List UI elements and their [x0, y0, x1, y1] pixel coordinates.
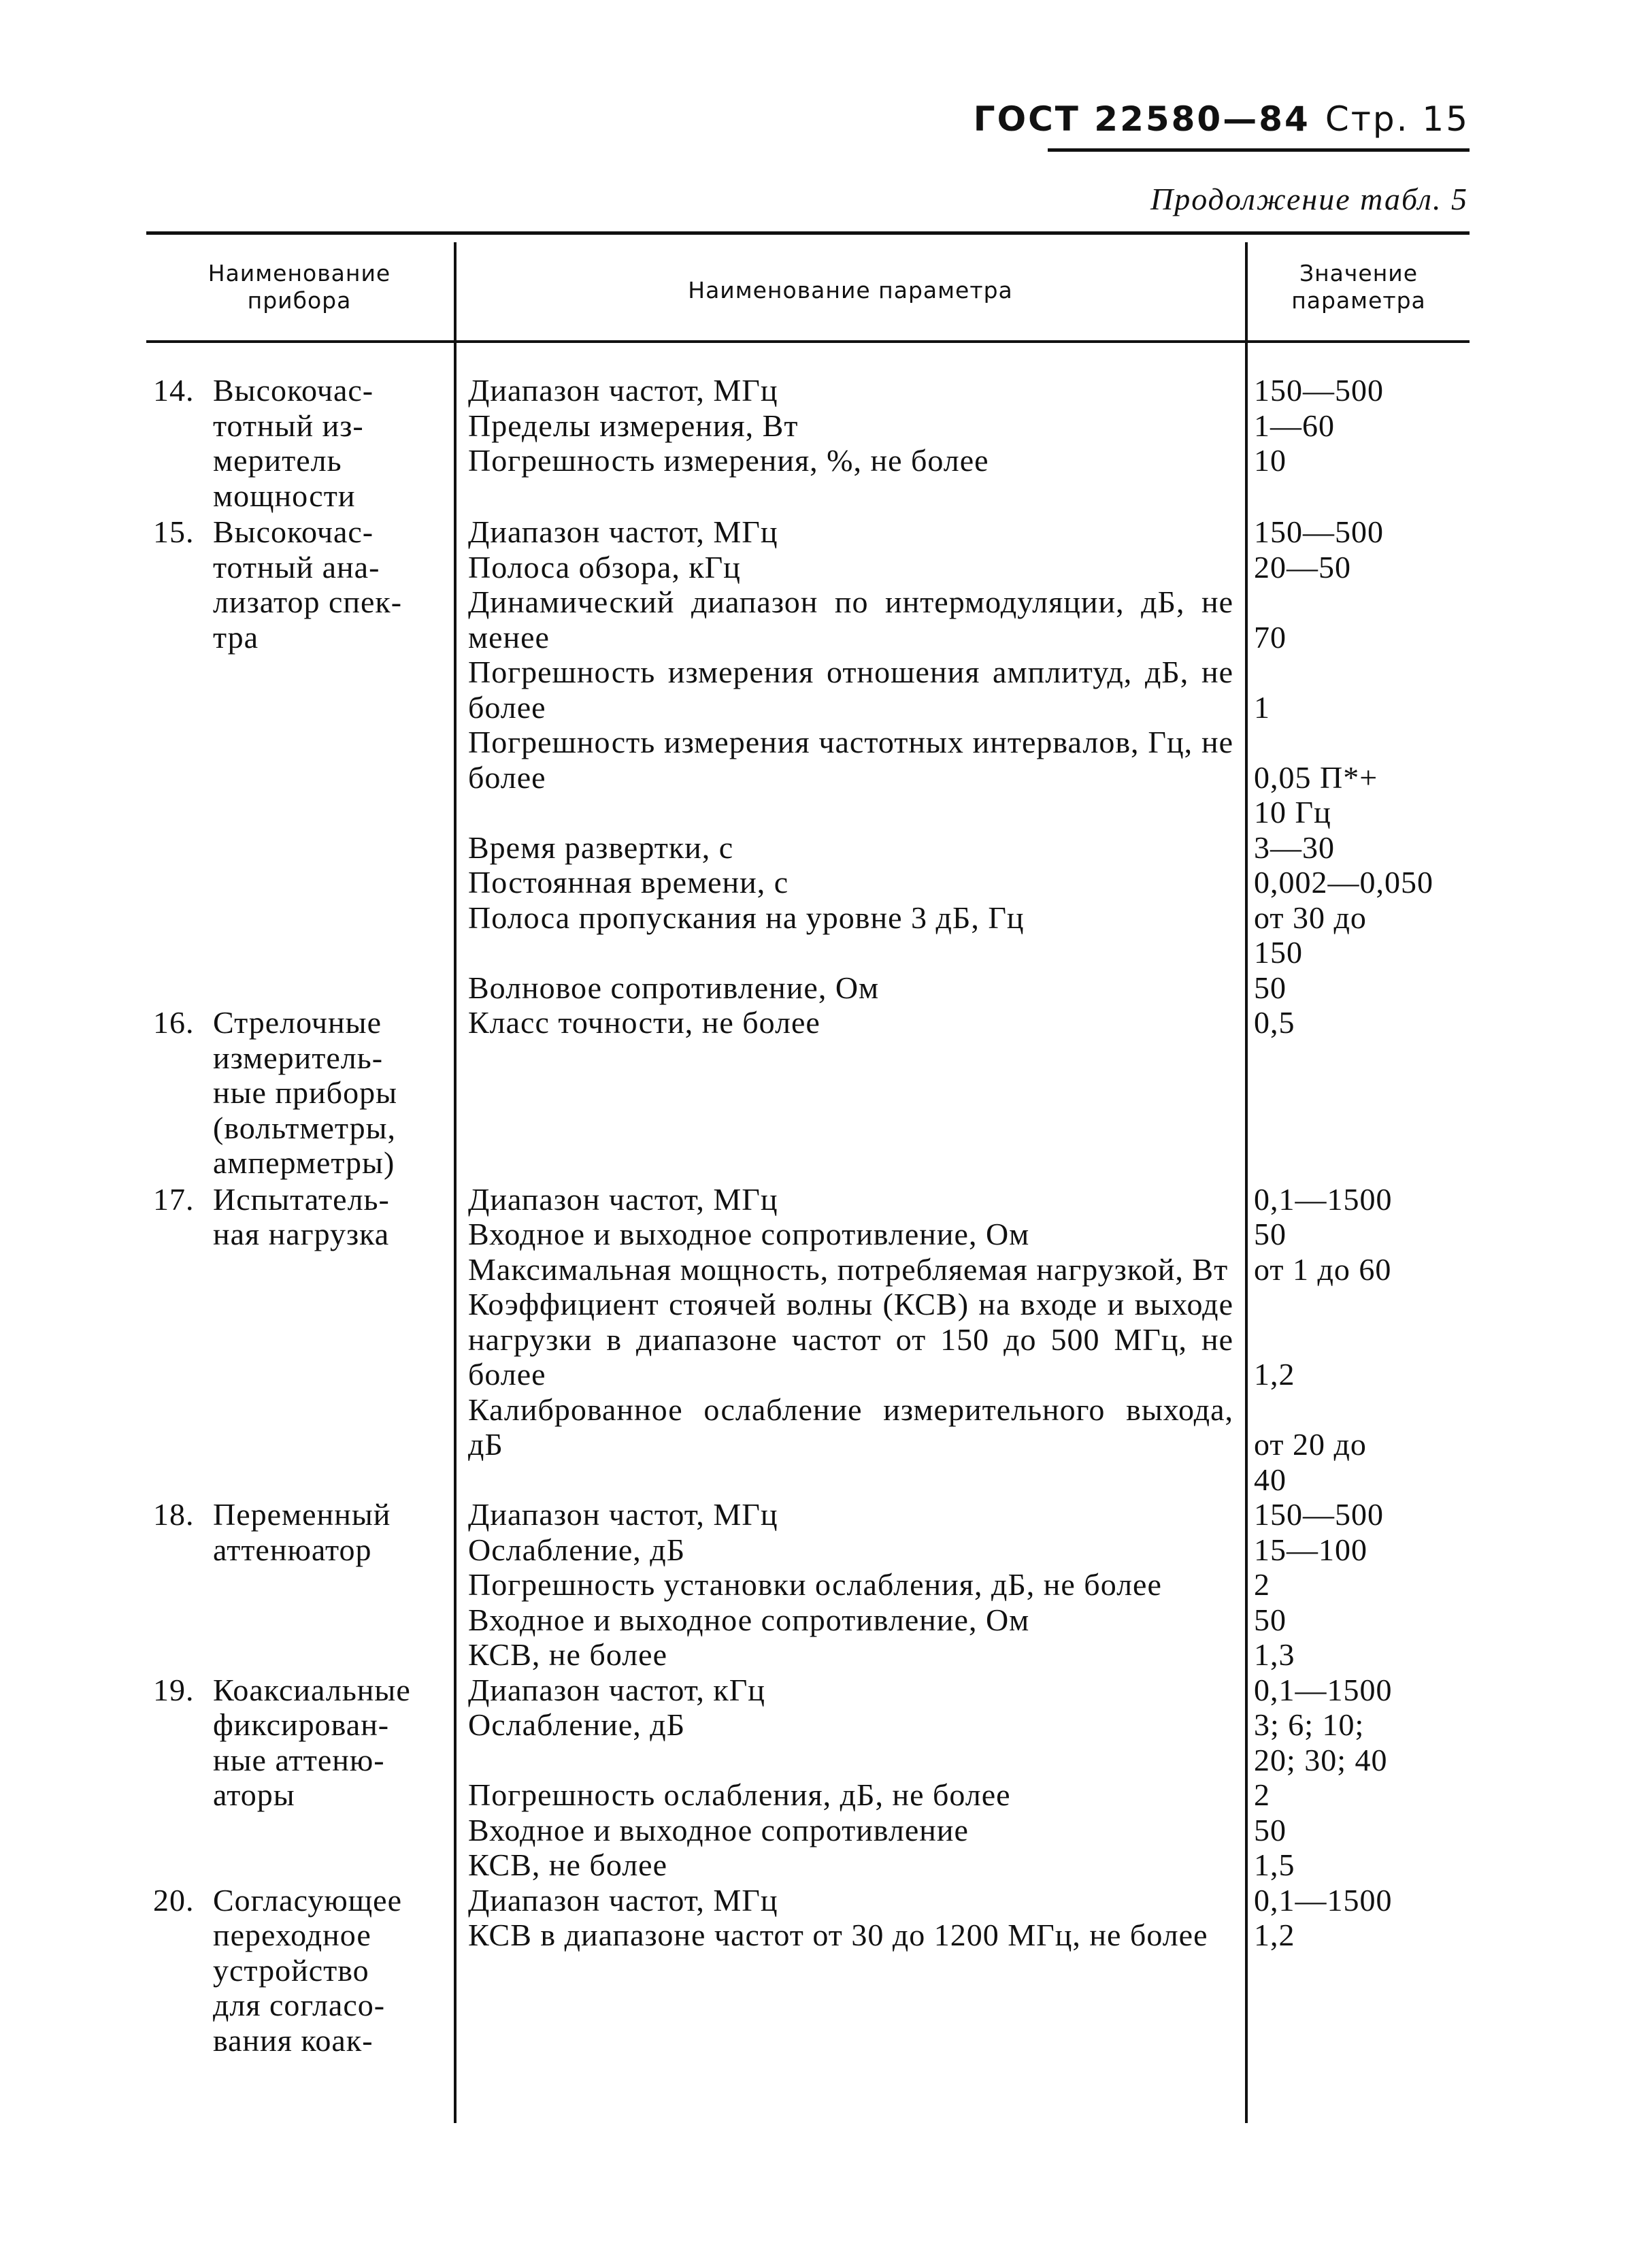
device-number: 17. [153, 1181, 195, 1217]
parameter-name: Класс точности, не более [468, 1005, 820, 1040]
device-name: Стрелочные измеритель- ные приборы (вольтметры, амперметры) [213, 1005, 397, 1180]
parameter-name: Погрешность ослабления, дБ, не более [468, 1777, 1011, 1812]
parameter-name: КСВ в диапазоне частот от 30 до 1200 МГц, не более [468, 1918, 1208, 1952]
device-number: 18. [153, 1497, 195, 1532]
parameter-name: Диапазон частот, МГц [468, 1181, 778, 1217]
parameter-name: Входное и выходное сопротивление [468, 1812, 969, 1847]
parameter-value: 3—30 [1254, 829, 1335, 865]
column-header-value: Значение параметра [1291, 260, 1426, 314]
column-divider [454, 242, 457, 2123]
parameter-name: Калиброванное ослабление измерительного выхода, дБ [468, 1392, 1233, 1462]
parameter-value: 3; 6; 10; 20; 30; 40 [1254, 1707, 1388, 1777]
table-continuation-caption: Продолжение табл. 5 [1150, 182, 1468, 216]
parameter-name: Полоса обзора, кГц [468, 549, 741, 585]
parameter-value: 0,1—1500 [1254, 1181, 1393, 1217]
parameter-value: 1—60 [1254, 408, 1335, 443]
parameter-name: Диапазон частот, МГц [468, 1882, 778, 1918]
running-head [974, 99, 1470, 139]
parameter-name: Диапазон частот, МГц [468, 514, 778, 549]
parameter-value: 2 [1254, 1567, 1270, 1602]
device-number: 20. [153, 1882, 195, 1918]
parameter-name: Полоса пропускания на уровне 3 дБ, Гц [468, 900, 1025, 935]
parameter-value: 1,2 [1254, 1357, 1295, 1392]
table-header-rule [146, 340, 1470, 343]
parameter-value: 50 [1254, 1812, 1287, 1847]
parameter-name: Постоянная времени, с [468, 865, 789, 900]
parameter-name: Погрешность измерения отношения амплитуд, дБ, не более [468, 655, 1233, 725]
parameter-value: 150—500 [1254, 373, 1384, 408]
device-number: 19. [153, 1672, 195, 1707]
parameter-name: Погрешность установки ослабления, дБ, не более [468, 1567, 1162, 1602]
standard-number: ГОСТ 22580—84 [973, 99, 1310, 139]
parameter-value: 50 [1254, 1602, 1287, 1637]
page-number: Стр. 15 [1325, 99, 1470, 139]
column-header-parameter: Наименование параметра [688, 277, 1013, 303]
parameter-name: Ослабление, дБ [468, 1532, 686, 1567]
parameter-value: 10 [1254, 443, 1287, 478]
device-name: Высокочас- тотный ана- лизатор спек- тра [213, 514, 403, 655]
running-head-rule [1048, 148, 1470, 152]
parameter-value: 70 [1254, 619, 1287, 655]
parameter-name: Диапазон частот, МГц [468, 373, 778, 408]
parameter-name: Ослабление, дБ [468, 1707, 686, 1742]
parameter-value: 0,5 [1254, 1005, 1295, 1040]
parameter-name: Динамический диапазон по интермодуляции, дБ, не менее [468, 585, 1233, 655]
parameter-name: Погрешность измерения, %, не более [468, 443, 989, 478]
parameter-name: Входное и выходное сопротивление, Ом [468, 1602, 1030, 1637]
parameter-name: КСВ, не более [468, 1637, 668, 1672]
parameter-value: 15—100 [1254, 1532, 1367, 1567]
device-name: Испытатель- ная нагрузка [213, 1181, 390, 1251]
parameter-value: 2 [1254, 1777, 1270, 1812]
device-name: Согласующее переходное устройство для согласо- вания коак- [213, 1882, 403, 2058]
parameter-value: 50 [1254, 1217, 1287, 1251]
parameter-value: от 30 до 150 [1254, 900, 1367, 970]
device-name: Переменный аттенюатор [213, 1497, 391, 1567]
parameter-value: 1 [1254, 689, 1270, 725]
table-top-rule [146, 231, 1470, 235]
device-name: Коаксиальные фиксирован- ные аттеню- аторы [213, 1672, 411, 1812]
device-name: Высокочас- тотный из- меритель мощности [213, 373, 374, 513]
parameter-name: Коэффициент стоячей волны (КСВ) на входе и выходе нагрузки в диапазоне частот от 150 до 500 МГц, не более [468, 1287, 1233, 1392]
parameter-name: Входное и выходное сопротивление, Ом [468, 1217, 1030, 1251]
parameter-value: 0,05 П*+ 10 Гц [1254, 759, 1378, 829]
device-number: 16. [153, 1005, 195, 1040]
parameter-value: 0,002—0,050 [1254, 865, 1433, 900]
parameter-name: Максимальная мощность, потребляемая нагрузкой, Вт [468, 1251, 1229, 1287]
parameter-name: Волновое сопротивление, Ом [468, 970, 880, 1005]
parameter-name: Диапазон частот, МГц [468, 1497, 778, 1532]
parameter-value: 20—50 [1254, 549, 1351, 585]
parameter-value: от 1 до 60 [1254, 1251, 1392, 1287]
parameter-value: 0,1—1500 [1254, 1672, 1393, 1707]
parameter-value: 150—500 [1254, 514, 1384, 549]
parameter-value: 150—500 [1254, 1497, 1384, 1532]
parameter-name: Пределы измерения, Вт [468, 408, 799, 443]
parameter-value: от 20 до 40 [1254, 1427, 1367, 1497]
parameter-name: КСВ, не более [468, 1847, 668, 1882]
column-header-device: Наименование прибора [208, 260, 391, 314]
parameter-value: 1,3 [1254, 1637, 1295, 1672]
parameter-name: Время развертки, с [468, 829, 734, 865]
parameter-name: Диапазон частот, кГц [468, 1672, 765, 1707]
parameter-name: Погрешность измерения частотных интервалов, Гц, не более [468, 725, 1233, 795]
parameter-value: 50 [1254, 970, 1287, 1005]
parameter-value: 1,2 [1254, 1918, 1295, 1952]
parameter-value: 0,1—1500 [1254, 1882, 1393, 1918]
parameter-value: 1,5 [1254, 1847, 1295, 1882]
column-divider [1245, 242, 1248, 2123]
device-number: 15. [153, 514, 195, 549]
device-number: 14. [153, 373, 195, 408]
